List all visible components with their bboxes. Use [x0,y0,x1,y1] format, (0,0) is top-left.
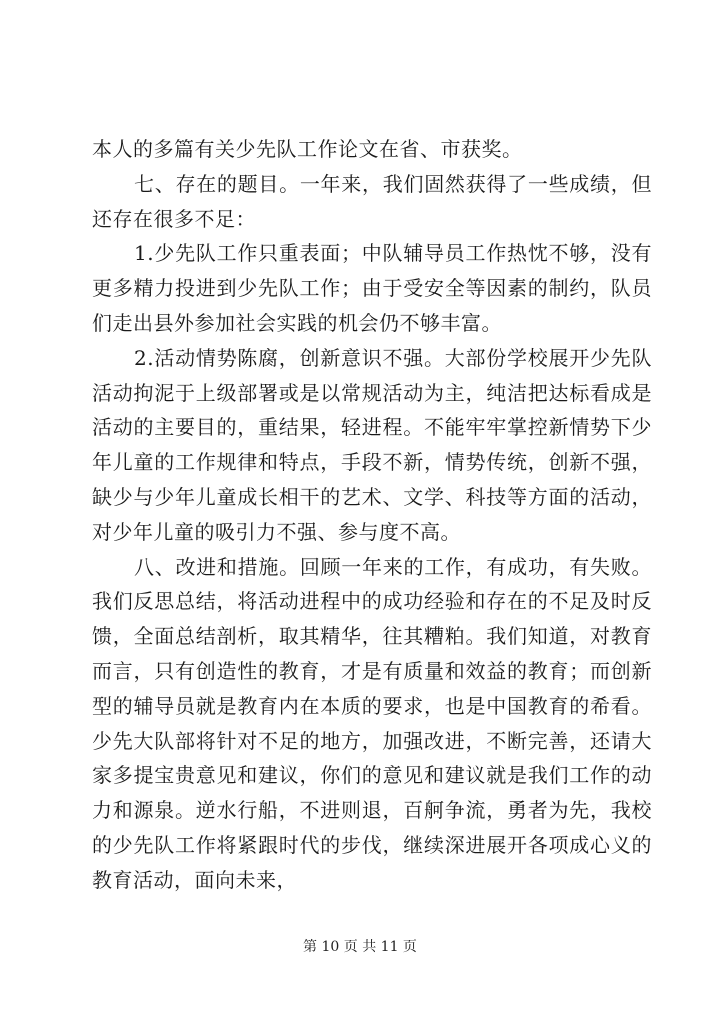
paragraph-section-eight: 八、改进和措施。回顾一年来的工作，有成功，有失败。我们反思总结，将活动进程中的成功经验和存在的不足及时反馈，全面总结剖析，取其精华，往其糟粕。我们知道，对教育而言，只有创造性的教育，才是有质量和效益的教育；而创新型的辅导员就是教育内在本质的要求，也是中国教育的希看。少先大队部将针对不足的地方，加强改进，不断完善，还请大家多提宝贵意见和建议，你们的意见和建议就是我们工作的动力和源泉。逆水行船，不进则退，百舸争流，勇者为先，我校的少先队工作将紧跟时代的步伐，继续深进展开各项成心义的教育活动，面向未来， [92,554,652,892]
paragraph-continuation: 本人的多篇有关少先队工作论文在省、市获奖。 [92,137,523,161]
page-footer [0,938,720,956]
paragraph-item-one: 1.少先队工作只重表面；中队辅导员工作热忱不够，没有更多精力投进到少先队工作；由于受安全等因素的制约，队员们走出县外参加社会实践的机会仍不够丰富。 [92,241,652,335]
page-number-label: 第 10 页 共 11 页 [303,939,417,955]
paragraph-item-two: 2.活动情势陈腐，创新意识不强。大部份学校展开少先队活动拘泥于上级部署或是以常规活动为主，纯洁把达标看成是活动的主要目的，重结果，轻进程。不能牢牢掌控新情势下少年儿童的工作规律和特点，手段不新，情势传统，创新不强，缺少与少年儿童成长相干的艺术、文学、科技等方面的活动，对少年儿童的吸引力不强、参与度不高。 [92,345,652,544]
paragraph-section-seven: 七、存在的题目。一年来，我们固然获得了一些成绩，但还存在很多不足： [92,171,652,231]
document-body [92,132,652,898]
